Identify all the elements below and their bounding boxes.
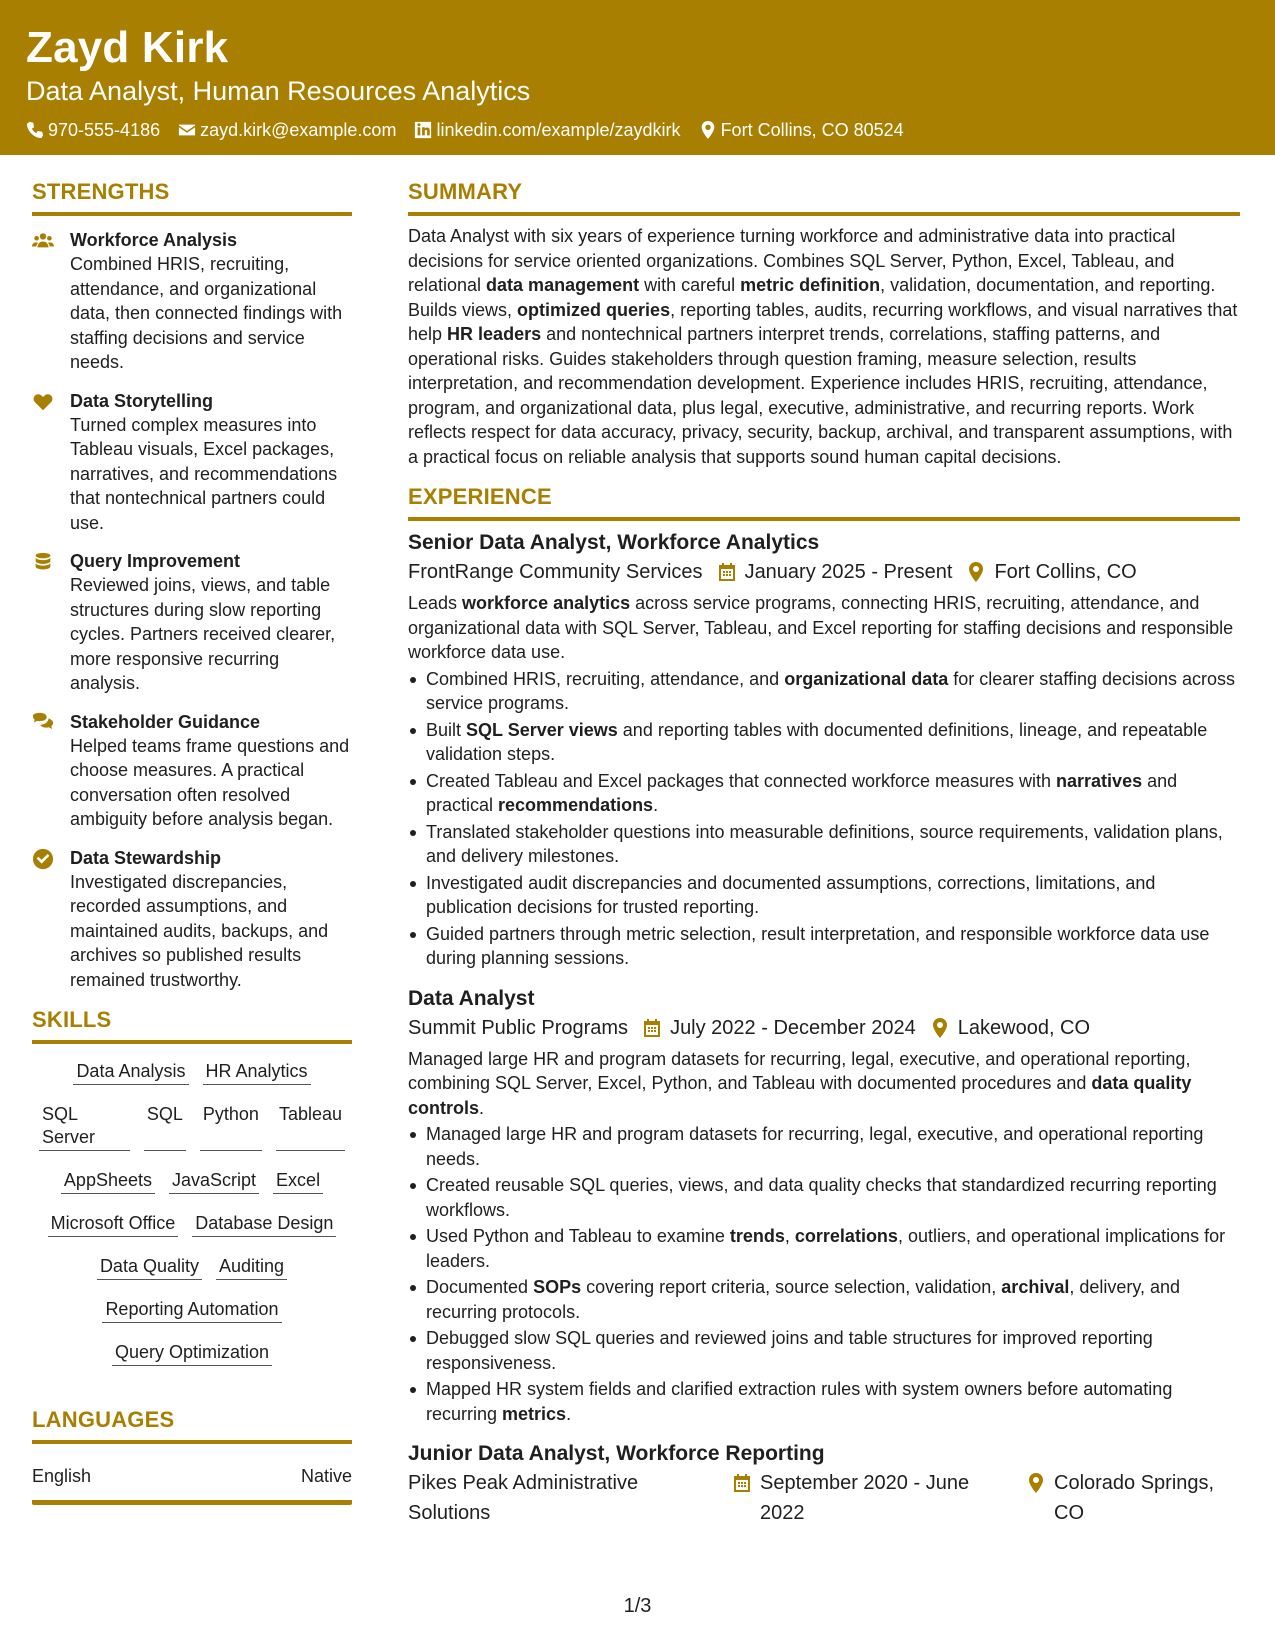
- contact-location: [699, 118, 904, 142]
- strength-desc: Combined HRIS, recruiting, attendance, and organizational data, then connected findings with staffing decisions and service needs.: [70, 254, 343, 372]
- skill-tag: SQL Server: [39, 1103, 130, 1151]
- map-pin-icon: [1026, 1473, 1046, 1493]
- job-company: Pikes Peak Administrative Solutions: [408, 1472, 639, 1524]
- email-text: zayd.kirk@example.com: [200, 120, 397, 140]
- phone-text: 970-555-4186: [48, 120, 161, 140]
- job-bullets: [408, 667, 1240, 971]
- strength-title: Data Stewardship: [70, 847, 222, 868]
- job-description: Leads workforce analytics across service programs, connecting HRIS, recruiting, attendance, and organizational data with SQL Server, Tableau, and Excel reporting for staffing decisions and responsible workforce data use.: [408, 593, 1234, 662]
- calendar-icon: [732, 1473, 752, 1493]
- strengths-list: [32, 228, 352, 992]
- job-description: Managed large HR and program datasets for recurring, legal, executive, and operational reporting, combining SQL Server, Excel, Python, and Tableau with documented procedures and data quality controls.: [408, 1048, 1192, 1118]
- job-bullet: Guided partners through metric selection, result interpretation, and responsible workforce data use during planning sessions.: [408, 922, 1240, 971]
- job-meta: [408, 1468, 1240, 1528]
- phone-icon: [26, 121, 44, 139]
- skill-tag: Tableau: [276, 1103, 345, 1151]
- job-location: Fort Collins, CO: [966, 557, 1136, 587]
- language-level: Native: [300, 1466, 352, 1486]
- skill-row: [32, 1212, 352, 1237]
- contact-email[interactable]: [178, 118, 396, 142]
- job-bullet: Managed large HR and program datasets for recurring, legal, executive, and operational reporting needs.: [408, 1122, 1240, 1171]
- linkedin-icon: [414, 121, 432, 139]
- job-bullets: [408, 1122, 1240, 1426]
- envelope-icon: [178, 121, 196, 139]
- strength-desc: Investigated discrepancies, recorded assumptions, and maintained audits, backups, and archives so published results remained trustworthy.: [70, 871, 329, 990]
- skills-list: [32, 1060, 352, 1366]
- strength-desc: Helped teams frame questions and choose measures. A practical conversation often resolved ambiguity before analysis began.: [70, 735, 350, 829]
- experience-list: [408, 529, 1240, 1528]
- skill-tag: Python: [200, 1103, 262, 1151]
- skill-tag: Microsoft Office: [48, 1212, 179, 1237]
- job-title: Data Analyst: [408, 986, 535, 1010]
- job-company: FrontRange Community Services: [408, 561, 703, 583]
- job-dates: January 2025 - Present: [717, 557, 953, 587]
- skill-row: [32, 1298, 352, 1323]
- strength-title: Stakeholder Guidance: [70, 711, 261, 732]
- location-text: Fort Collins, CO 80524: [720, 120, 904, 140]
- job-company: Summit Public Programs: [408, 1016, 629, 1039]
- skill-row: [32, 1255, 352, 1280]
- strength-desc: Turned complex measures into Tableau visuals, Excel packages, narratives, and recommendations that nontechnical partners could use.: [70, 414, 338, 533]
- map-pin-icon: [699, 121, 717, 139]
- job-bullet: Created reusable SQL queries, views, and data quality checks that standardized recurring reporting workflows.: [408, 1173, 1240, 1222]
- skill-tag: Query Optimization: [112, 1341, 272, 1366]
- right-column: [408, 178, 1240, 1528]
- experience-heading: EXPERIENCE: [408, 483, 1240, 521]
- skills-heading: SKILLS: [32, 1006, 352, 1044]
- contact-phone[interactable]: [26, 118, 160, 142]
- contact-linkedin[interactable]: [414, 118, 680, 142]
- job-bullet: Investigated audit discrepancies and documented assumptions, corrections, limitations, and publication decisions for trusted reporting.: [408, 871, 1240, 920]
- skill-tag: Database Design: [192, 1212, 336, 1237]
- skill-row: [32, 1060, 352, 1085]
- job-bullet: Combined HRIS, recruiting, attendance, and organizational data for clearer staffing decisions across service programs.: [408, 667, 1240, 716]
- comments-icon: [32, 712, 54, 734]
- map-pin-icon: [966, 562, 986, 582]
- strength-item: [32, 228, 352, 375]
- candidate-headline: Data Analyst, Human Resources Analytics: [26, 76, 531, 106]
- strength-item: [32, 846, 352, 993]
- check-circle-icon: [32, 848, 54, 870]
- skill-tag: Reporting Automation: [102, 1298, 281, 1323]
- strength-desc: Reviewed joins, views, and table structures during slow reporting cycles. Partners received clearer, more responsive recurring analysis.: [70, 575, 336, 693]
- job-entry: [408, 1440, 1240, 1528]
- job-dates: September 2020 - June 2022: [732, 1468, 1012, 1528]
- job-title: Junior Data Analyst, Workforce Reporting: [408, 1442, 825, 1465]
- skill-tag: Data Analysis: [73, 1060, 188, 1085]
- skill-tag: Auditing: [216, 1255, 287, 1280]
- skill-tag: JavaScript: [169, 1169, 259, 1194]
- skill-tag: SQL: [144, 1103, 186, 1151]
- heart-icon: [32, 391, 54, 413]
- job-entry: [408, 529, 1240, 971]
- job-meta: [408, 557, 1240, 587]
- job-bullet: Documented SOPs covering report criteria, source selection, validation, archival, delivery, and recurring protocols.: [408, 1275, 1240, 1324]
- skill-row: [32, 1103, 352, 1151]
- database-icon: [32, 551, 54, 573]
- skill-tag: Data Quality: [97, 1255, 202, 1280]
- job-bullet: Built SQL Server views and reporting tables with documented definitions, lineage, and repeatable validation steps.: [408, 718, 1240, 767]
- strength-item: [32, 710, 352, 832]
- job-bullet: Used Python and Tableau to examine trends, correlations, outliers, and operational implications for leaders.: [408, 1224, 1240, 1273]
- resume-header: [0, 0, 1275, 155]
- strength-title: Workforce Analysis: [70, 230, 238, 250]
- job-location: Colorado Springs, CO: [1026, 1468, 1226, 1528]
- strength-title: Data Storytelling: [70, 390, 214, 411]
- job-meta: [408, 1013, 1240, 1043]
- skill-tag: Excel: [273, 1169, 323, 1194]
- job-bullet: Debugged slow SQL queries and reviewed joins and table structures for improved reporting responsiveness.: [408, 1326, 1240, 1375]
- job-bullet: Translated stakeholder questions into measurable definitions, source requirements, validation plans, and delivery milestones.: [408, 820, 1240, 869]
- linkedin-text: linkedin.com/example/zaydkirk: [436, 120, 681, 140]
- job-dates: July 2022 - December 2024: [642, 1013, 916, 1043]
- job-entry: [408, 985, 1240, 1427]
- strengths-heading: STRENGTHS: [32, 178, 352, 216]
- page-number: 1/3: [623, 1595, 652, 1617]
- languages-heading: LANGUAGES: [32, 1406, 352, 1444]
- language-name: English: [32, 1466, 92, 1486]
- calendar-icon: [717, 562, 737, 582]
- candidate-name: Zayd Kirk: [26, 23, 229, 72]
- skill-row: [32, 1341, 352, 1366]
- strength-title: Query Improvement: [70, 551, 241, 571]
- skill-tag: HR Analytics: [203, 1060, 311, 1085]
- map-pin-icon: [930, 1018, 950, 1038]
- summary-heading: SUMMARY: [408, 178, 1240, 216]
- job-location: Lakewood, CO: [930, 1013, 1090, 1043]
- skill-row: [32, 1169, 352, 1194]
- job-bullet: Mapped HR system fields and clarified extraction rules with system owners before automating recurring metrics.: [408, 1377, 1240, 1426]
- contact-bar: [26, 118, 1275, 142]
- job-bullet: Created Tableau and Excel packages that connected workforce measures with narratives and practical recommendations.: [408, 769, 1240, 818]
- users-icon: [32, 230, 54, 252]
- summary-text: Data Analyst with six years of experience turning workforce and administrative data into practical decisions for service oriented organizations. Combines SQL Server, Python, Excel, Tableau, and relational data management with careful metric definition, validation, documentation, and reporting. Builds views, optimized queries, reporting tables, audits, recurring workflows, and visual narratives that help HR leaders and nontechnical partners interpret trends, correlations, staffing patterns, and operational risks. Guides stakeholders through question framing, measure selection, results interpretation, and recommendation development. Experience includes HRIS, recruiting, attendance, program, and organizational data, plus legal, executive, administrative, and recurring reports. Work reflects respect for data accuracy, privacy, security, backup, archival, and transparent assumptions, with a practical focus on reliable analysis that supports sound human capital decisions.: [408, 226, 1238, 467]
- skill-tag: AppSheets: [61, 1169, 155, 1194]
- job-title: Senior Data Analyst, Workforce Analytics: [408, 531, 820, 554]
- left-column: [32, 178, 352, 1505]
- language-row: [32, 1464, 352, 1505]
- strength-item: [32, 549, 352, 696]
- calendar-icon: [642, 1018, 662, 1038]
- strength-item: [32, 389, 352, 536]
